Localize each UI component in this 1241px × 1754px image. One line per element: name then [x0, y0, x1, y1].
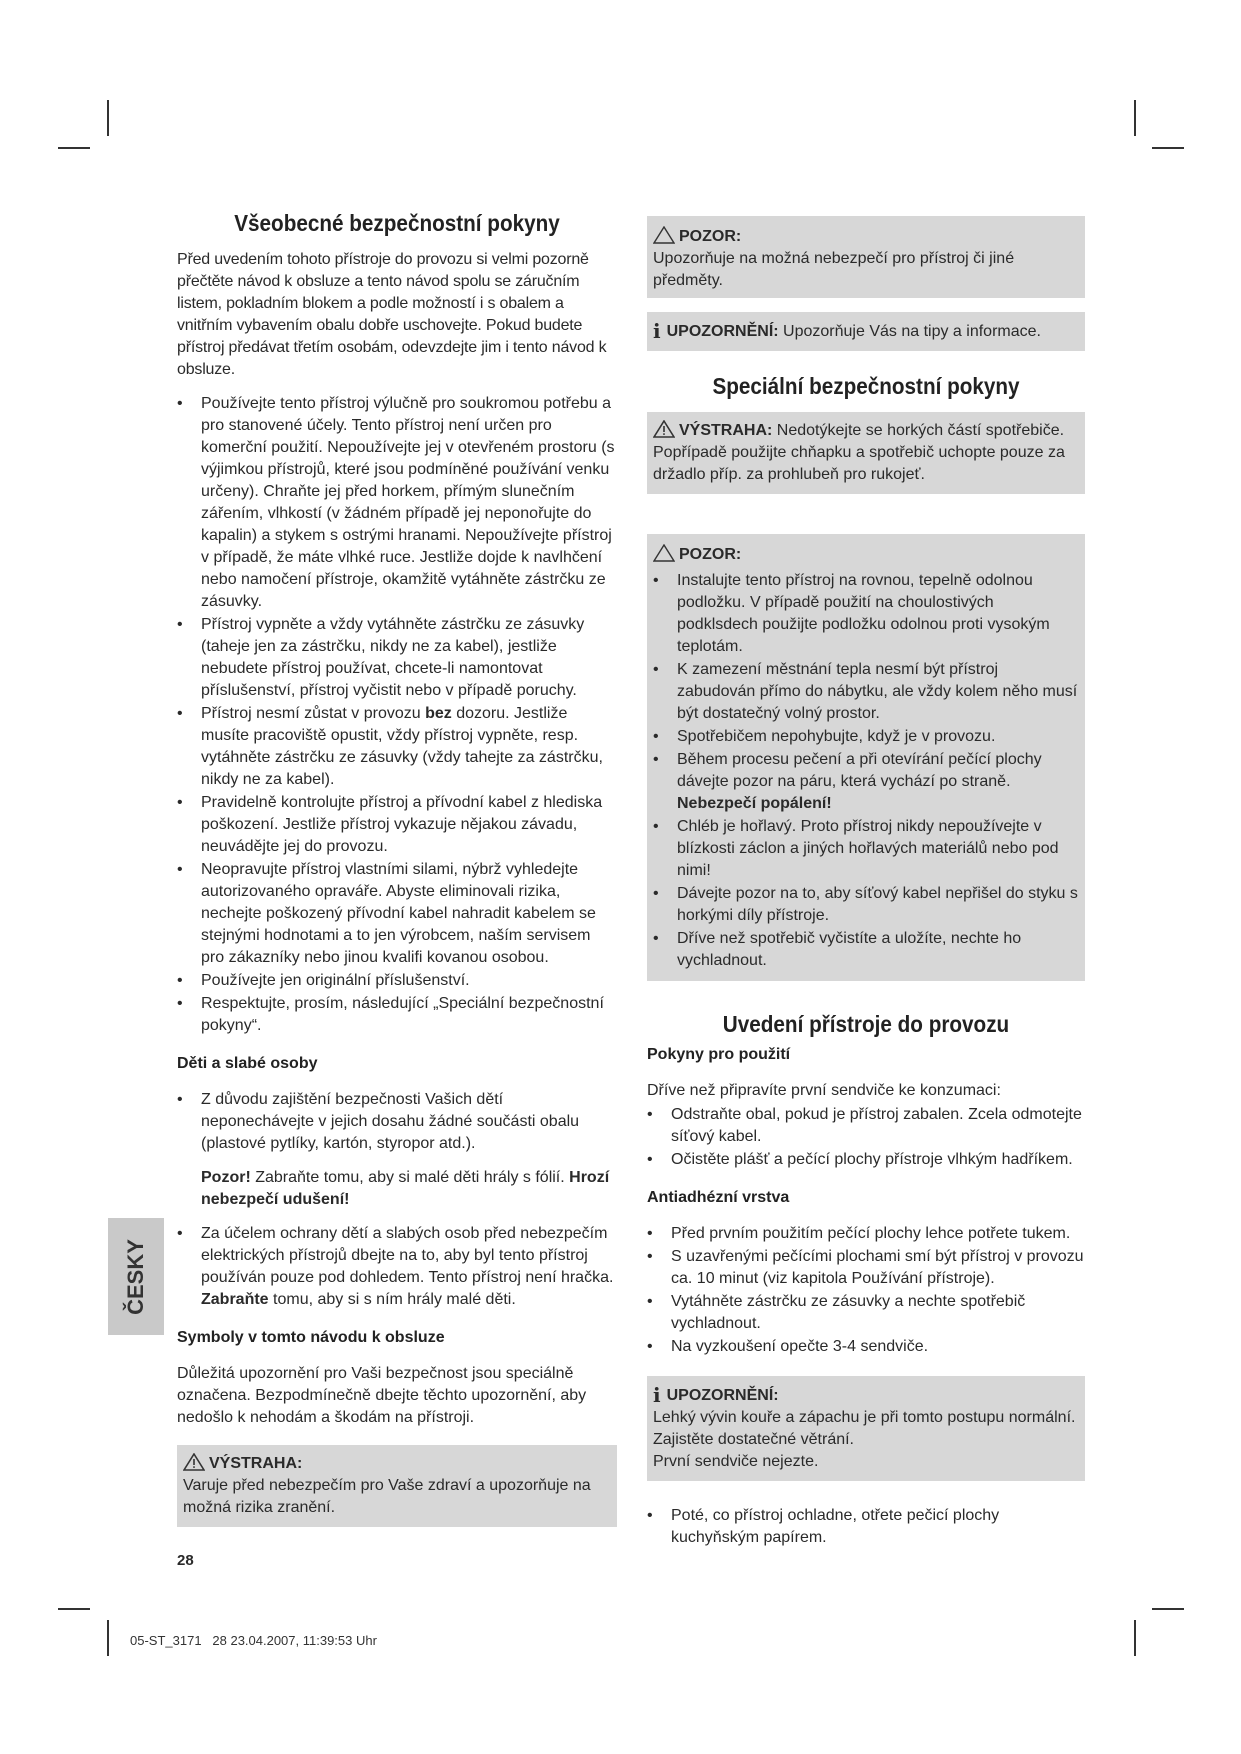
page-number: 28: [177, 1552, 194, 1569]
final-list: [647, 1505, 1085, 1549]
upozorneni-line: Lehký vývin kouře a zápachu je při tomto postupu normální.: [653, 1409, 1076, 1426]
intro-paragraph: Před uvedením tohoto přístroje do provozu si velmi pozorně přečtěte návod k obsluze a tento návod spolu se záručním listem, pokladním blokem a podle možností i s obalem a vnitřním vybavením obalu dobře uschovejte. Pokud budete přístroj předávat třetím osobám, odevzdejte jim i tento návod k obsluze.: [177, 251, 607, 378]
pozor-heading: POZOR:: [653, 226, 1079, 248]
list-item: • Neopravujte přístroj vlastními silami, nýbrž vyhledejte autorizovaného opraváře. Abyste eliminovali rizika, nechejte poškozený přívodní kabel nahradit kabelem se stejnými hodnotami a to jen výrobcem, naším servisem pro zákazníky nebo jinou kvalifi kovanou osobou.: [177, 859, 617, 969]
language-tab: [108, 1218, 164, 1335]
list-item: • Před prvním použitím pečící plochy lehce potřete tukem.: [647, 1223, 1085, 1245]
crop-mark: [58, 147, 90, 149]
usage-intro: Dříve než připravíte první sendviče ke konzumaci:: [647, 1082, 1001, 1099]
safety-list: [177, 393, 617, 1037]
warning-triangle-icon: [653, 420, 675, 438]
pozor-box: [647, 216, 1085, 298]
list-item: • Chléb je hořlavý. Proto přístroj nikdy nepoužívejte v blízkosti záclon a jiných hořlavých materiálů nebo pod nimi!: [653, 816, 1079, 882]
startup-title: Uvedení přístroje do provozu: [722, 1011, 1010, 1037]
usage-heading: Pokyny pro použití: [647, 1046, 791, 1063]
general-safety-title: Všeobecné bezpečnostní pokyny: [234, 210, 560, 236]
upozorneni-line: Zajistěte dostatečné větrání.: [653, 1431, 854, 1448]
list-item: • Přístroj nesmí zůstat v provozu bez dozoru. Jestliže musíte pracoviště opustit, vždy přístroj vypněte, resp. vytáhněte zástrčku ze zásuvky (vždy tahejte za zástrčku, nikdy ne za kabel).: [177, 703, 617, 791]
pozor-list-box: [647, 534, 1085, 981]
list-item: • Dříve než spotřebič vyčistíte a uložíte, nechte ho vychladnout.: [653, 928, 1079, 972]
usage-list: [647, 1104, 1085, 1171]
warning-box: [177, 1445, 617, 1527]
children-list-2: [177, 1223, 617, 1311]
children-heading: Děti a slabé osoby: [177, 1055, 318, 1072]
list-item: • Používejte jen originální příslušenství.: [177, 970, 617, 992]
special-safety-title: Speciální bezpečnostní pokyny: [712, 373, 1020, 399]
list-item: • Dávejte pozor na to, aby síťový kabel nepřišel do styku s horkými díly přístroje.: [653, 883, 1079, 927]
warning-triangle-icon: [183, 1453, 205, 1471]
list-item: • S uzavřenými pečícími plochami smí být přístroj v provozu ca. 10 minut (viz kapitola Používání přístroje).: [647, 1246, 1085, 1290]
list-item: • Za účelem ochrany dětí a slabých osob před nebezpečím elektrických přístrojů dbejte na to, aby byl tento přístroj používán pouze pod dohledem. Tento přístroj není hračka. Zabraňte tomu, aby si s ním hrály malé děti.: [177, 1223, 617, 1311]
list-item: • Z důvodu zajištění bezpečnosti Vašich dětí neponechávejte v jejich dosahu žádné součásti obalu (plastové pytlíky, kartón, styropor atd.).: [177, 1089, 617, 1155]
nonstick-heading: Antiadhézní vrstva: [647, 1189, 790, 1206]
pozor-note: Pozor! Zabraňte tomu, aby si malé děti hrály s fólií. Hrozí nebezpečí udušení!: [201, 1169, 610, 1208]
list-item: • Během procesu pečení a při otevírání pečící plochy dávejte pozor na páru, která vychází po straně. Nebezpečí popálení!: [653, 749, 1079, 815]
list-item: • Přístroj vypněte a vždy vytáhněte zástrčku ze zásuvky (taheje jen za zástrčku, nikdy ne za kabel), jestliže nebudete přístroj používat, chcete-li namontovat příslušenství, přístroj vyčistit nebo v případě poruchy.: [177, 614, 617, 702]
symbols-heading: Symboly v tomto návodu k obsluze: [177, 1329, 445, 1346]
upozorneni-line: První sendviče nejezte.: [653, 1453, 819, 1470]
info-icon: i: [653, 319, 661, 343]
crop-mark: [107, 1620, 109, 1656]
list-item: • Pravidelně kontrolujte přístroj a přívodní kabel z hlediska poškození. Jestliže přístroj vykazuje nějakou závadu, neuvádějte jej do provozu.: [177, 792, 617, 858]
list-item: • Na vyzkoušení opečte 3-4 sendviče.: [647, 1336, 1085, 1358]
upozorneni-box-2: [647, 1376, 1085, 1481]
children-list: [177, 1089, 617, 1155]
right-column: [647, 216, 1085, 1553]
info-icon: i: [653, 1383, 661, 1407]
upozorneni-box: i UPOZORNĚNÍ: Upozorňuje Vás na tipy a informace.: [647, 312, 1085, 351]
crop-mark: [1152, 1608, 1184, 1610]
warning-text: Varuje před nebezpečím pro Vaše zdraví a upozorňuje na možná rizika zranění.: [183, 1477, 591, 1516]
list-item: • Respektujte, prosím, následující „Speciální bezpečnostní pokyny“.: [177, 993, 617, 1037]
crop-mark: [58, 1608, 90, 1610]
nonstick-list: [647, 1223, 1085, 1358]
special-warning-box: VÝSTRAHA: Nedotýkejte se horkých částí spotřebiče. Popřípadě použijte chňapku a spotřebič uchopte pouze za držadlo příp. za prohlubeň pro rukojeť.: [647, 412, 1085, 494]
list-item: • Poté, co přístroj ochladne, otřete pečicí plochy kuchyňským papírem.: [647, 1505, 1085, 1549]
list-item: • Spotřebičem nepohybujte, když je v provozu.: [653, 726, 1079, 748]
caution-triangle-icon: [653, 226, 675, 244]
pozor-heading: POZOR:: [653, 544, 1079, 566]
list-item: • Používejte tento přístroj výlučně pro soukromou potřebu a pro stanovené účely. Tento přístroj není určen pro komerční použití. Nepoužívejte jej v otevřeném prostoru (s výjimkou přístrojů, které jsou podmíněné používání venku určeny). Chraňte jej před horkem, přímým slunečním zářením, vlhkostí (v žádném případě jej neponořujte do kapalin) a stykem s ostrými hranami. Nepoužívejte přístroj v případě, že máte vlhké ruce. Jestliže dojde k navlhčení nebo namočení přístroje, okamžitě vytáhněte zástrčku ze zásuvky.: [177, 393, 617, 613]
upozorneni-heading: i UPOZORNĚNÍ:: [653, 1383, 779, 1407]
crop-mark: [1134, 1620, 1136, 1656]
pozor-text: Upozorňuje na možná nebezpečí pro přístroj či jiné předměty.: [653, 250, 1015, 289]
crop-mark: [1134, 100, 1136, 136]
list-item: • Instalujte tento přístroj na rovnou, tepelně odolnou podložku. V případě použití na choulostivých podklsdech použijte podložku odolnou proti vysokým teplotám.: [653, 570, 1079, 658]
list-item: • K zamezení městnání tepla nesmí být přístroj zabudován přímo do nábytku, ale vždy kolem něho musí být dostatečný volný prostor.: [653, 659, 1079, 725]
left-column: [177, 210, 617, 1527]
list-item: • Očistěte plášť a pečící plochy přístroje vlhkým hadříkem.: [647, 1149, 1085, 1171]
warning-heading: VÝSTRAHA:: [183, 1453, 611, 1475]
list-item: • Odstraňte obal, pokud je přístroj zabalen. Zcela odmotejte síťový kabel.: [647, 1104, 1085, 1148]
symbols-paragraph: Důležitá upozornění pro Vaši bezpečnost jsou speciálně označena. Bezpodmínečně dbejte těchto upozornění, aby nedošlo k nehodám a škodám na přístroji.: [177, 1365, 587, 1426]
list-item: • Vytáhněte zástrčku ze zásuvky a nechte spotřebič vychladnout.: [647, 1291, 1085, 1335]
print-footer: 05-ST_3171 28 23.04.2007, 11:39:53 Uhr: [130, 1633, 377, 1648]
caution-triangle-icon: [653, 544, 675, 562]
pozor-list: [653, 570, 1079, 972]
crop-mark: [1152, 147, 1184, 149]
language-label: ČESKY: [123, 1238, 148, 1315]
crop-mark: [107, 100, 109, 136]
